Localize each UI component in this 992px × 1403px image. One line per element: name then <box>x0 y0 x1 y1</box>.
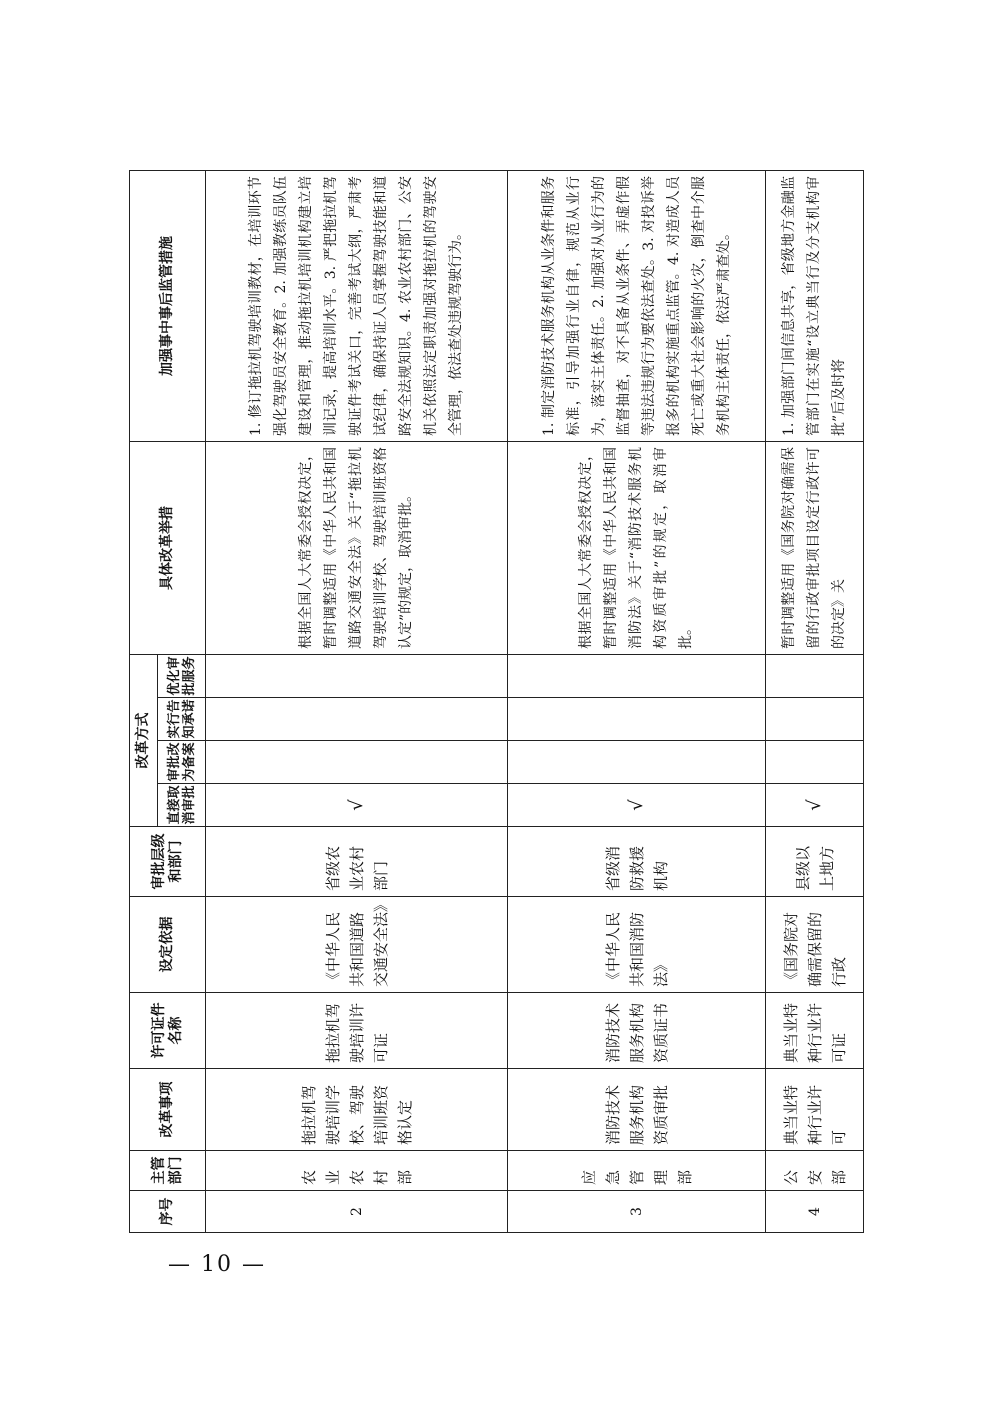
row-basis: 《国务院对确需保留的行政 <box>766 897 864 993</box>
check-mark: √ <box>206 784 508 827</box>
check-mark: √ <box>766 784 864 827</box>
table-body <box>206 171 864 1233</box>
row-measure: 根据全国人大常委会授权决定，暂时调整适用《中华人民共和国消防法》关于“消防技术服务机构资质审批”的规定，取消审批。 <box>508 442 766 655</box>
row-measure: 暂时调整适用《国务院对确需保留的行政审批项目设定行政许可的决定》关 <box>766 442 864 655</box>
row-seq: 3 <box>508 1191 766 1233</box>
header-license: 许可证件名称 <box>130 993 206 1069</box>
header-dept: 主管部门 <box>130 1151 206 1191</box>
row-item: 典当业特种行业许可 <box>766 1069 864 1151</box>
header-seq: 序号 <box>130 1191 206 1233</box>
check-mark: √ <box>508 784 766 827</box>
row-basis: 《中华人民共和国道路交通安全法》 <box>206 897 508 993</box>
row-seq: 4 <box>766 1191 864 1233</box>
row-notify <box>766 698 864 741</box>
row-level: 省级农业农村部门 <box>206 827 508 897</box>
table-row <box>766 171 864 1233</box>
row-license: 消防技术服务机构资质证书 <box>508 993 766 1069</box>
row-dept: 农业农村部 <box>206 1151 508 1191</box>
row-item: 拖拉机驾驶培训学校、驾驶培训班资格认定 <box>206 1069 508 1151</box>
table-row <box>508 171 766 1233</box>
header-basis: 设定依据 <box>130 897 206 993</box>
header-mode-optimize: 优化审批服务 <box>158 655 206 698</box>
row-optimize <box>206 655 508 698</box>
row-dept: 公安部 <box>766 1151 864 1191</box>
row-optimize <box>766 655 864 698</box>
header-mode-record: 审批改为备案 <box>158 741 206 784</box>
table-row <box>206 171 508 1233</box>
row-basis: 《中华人民共和国消防法》 <box>508 897 766 993</box>
reform-table <box>129 170 864 1233</box>
row-dept: 应急管理部 <box>508 1151 766 1191</box>
header-mode: 改革方式 <box>130 655 158 827</box>
rotated-table-sheet <box>129 171 863 1233</box>
row-license: 典当业特种行业许可证 <box>766 993 864 1069</box>
header-mode-notify: 实行告知承诺 <box>158 698 206 741</box>
header-measure: 具体改革举措 <box>130 442 206 655</box>
row-notify <box>206 698 508 741</box>
row-level: 省级消防救援机构 <box>508 827 766 897</box>
page-number: — 10 — <box>168 1252 266 1277</box>
row-optimize <box>508 655 766 698</box>
row-supervision: 1. 制定消防技术服务机构从业条件和服务标准，引导加强行业自律，规范从业行为，落实主体责任。2. 加强对从业行为的监督抽查，对不具备从业条件、弄虚作假等违法违规行为要依法查处。3. 对投诉举报多的机构实施重点监管。4. 对造成人员死亡或重大社会影响的火灾，倒查中介服务机构主体责任，依法严肃查处。 <box>508 171 766 442</box>
row-notify <box>508 698 766 741</box>
header-item: 改革事项 <box>130 1069 206 1151</box>
row-supervision: 1. 加强部门间信息共享，省级地方金融监管部门在实施“设立典当行及分支机构审批”后及时将 <box>766 171 864 442</box>
row-item: 消防技术服务机构资质审批 <box>508 1069 766 1151</box>
header-mode-cancel: 直接取消审批 <box>158 784 206 827</box>
row-supervision: 1. 修订拖拉机驾驶培训教材，在培训环节强化驾驶员安全教育。2. 加强教练员队伍建设和管理，推动拖拉机培训机构建立培训记录，提高培训水平。3. 严把拖拉机驾驶证件考试关口，完善考试大纲，严肃考试纪律，确保持证人员掌握驾驶技能和道路安全法规知识。4. 农业农村部门、公安机关依照法定职责加强对拖拉机的驾驶安全管理，依法查处违规驾驶行为。 <box>206 171 508 442</box>
row-measure: 根据全国人大常委会授权决定，暂时调整适用《中华人民共和国道路交通安全法》关于“拖拉机驾驶培训学校、驾驶培训班资格认定”的规定，取消审批。 <box>206 442 508 655</box>
row-record <box>766 741 864 784</box>
header-level: 审批层级和部门 <box>130 827 206 897</box>
row-record <box>206 741 508 784</box>
header-supervision: 加强事中事后监管措施 <box>130 171 206 442</box>
row-seq: 2 <box>206 1191 508 1233</box>
row-license: 拖拉机驾驶培训许可证 <box>206 993 508 1069</box>
row-record <box>508 741 766 784</box>
row-level: 县级以上地方 <box>766 827 864 897</box>
table-header <box>130 171 206 1233</box>
